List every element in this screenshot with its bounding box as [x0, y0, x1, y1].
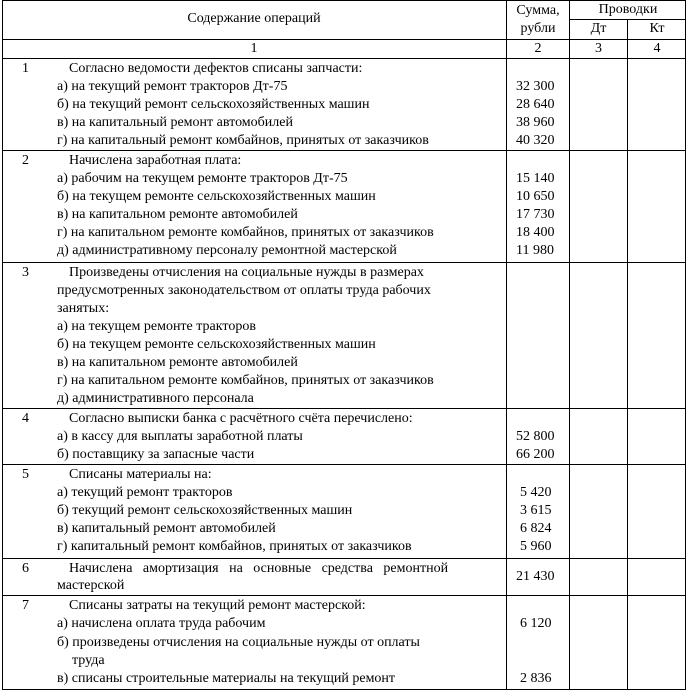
operation-item: в) на капитальный ремонт автомобилей: [57, 115, 293, 130]
row-number: 4: [22, 411, 29, 426]
row-number: 3: [22, 265, 29, 280]
operation-item: б) поставщику за запасные части: [57, 447, 255, 462]
operation-item: д) административному персоналу ремонтной мастерской: [57, 243, 397, 258]
table-border-bottom: [2, 689, 686, 690]
row-4-bottom-line: [2, 464, 686, 465]
row-number: 5: [22, 467, 29, 482]
operation-item: а) рабочим на текущем ремонте тракторов Дт-75: [57, 171, 348, 186]
operation-sum: 40 320: [516, 133, 555, 148]
operation-item: б) текущий ремонт сельскохозяйственных машин: [57, 503, 353, 518]
header-sum-line1: Сумма,: [516, 3, 560, 18]
operation-sum: 10 650: [516, 189, 555, 204]
operation-sum: 2 836: [520, 671, 552, 686]
operation-sum: 32 300: [516, 79, 555, 94]
row-3-bottom-line: [2, 408, 686, 409]
operation-sum: 6 120: [520, 616, 552, 631]
operation-item: б) на текущем ремонте сельскохозяйственных машин: [57, 337, 376, 352]
operation-title: Начислена заработная плата:: [69, 153, 242, 168]
operation-item: в) на капитальном ремонте автомобилей: [57, 207, 298, 222]
operation-sum: 66 200: [516, 447, 555, 462]
table-border-right: [685, 0, 686, 690]
operation-item: в) списаны строительные материалы на текущий ремонт: [57, 671, 396, 686]
operation-title-line2: мастерской: [57, 578, 125, 593]
operation-item: в) на капитальном ремонте автомобилей: [57, 355, 298, 370]
operation-item: г) на капитальном ремонте комбайнов, принятых от заказчиков: [57, 373, 434, 388]
operation-sum: 52 800: [516, 429, 555, 444]
column-number-3: 3: [595, 41, 602, 56]
operation-item: а) на текущий ремонт тракторов Дт-75: [57, 79, 288, 94]
row-number: 7: [22, 598, 29, 613]
numbering-row-line: [2, 58, 686, 59]
column-divider-credit: [627, 19, 628, 690]
operation-sum: 5 420: [520, 485, 552, 500]
operation-title: Согласно ведомости дефектов списаны запчасти:: [69, 61, 363, 76]
operation-item: а) текущий ремонт тракторов: [57, 485, 233, 500]
header-credit: Кт: [649, 21, 665, 36]
operation-title: Произведены отчисления на социальные нужды в размерах: [69, 265, 424, 280]
operation-item: г) на капитальном ремонте комбайнов, принятых от заказчиков: [57, 225, 434, 240]
row-number: 1: [22, 61, 29, 76]
column-divider-debit: [569, 0, 570, 690]
operation-item: а) на текущем ремонте тракторов: [57, 319, 256, 334]
operation-title: Согласно выписки банка с расчётного счёта перечислено:: [69, 411, 413, 426]
header-entries: Проводки: [598, 2, 658, 17]
header-debit: Дт: [590, 21, 607, 36]
row-2-bottom-line: [2, 262, 686, 263]
operation-item: д) административного персонала: [57, 391, 254, 406]
operation-item: б) на текущий ремонт сельскохозяйственных машин: [57, 97, 370, 112]
operation-item: г) на капитальный ремонт комбайнов, принятых от заказчиков: [57, 133, 429, 148]
operation-sum: 3 615: [520, 503, 552, 518]
header-content: Содержание операций: [187, 11, 321, 26]
operation-sum: 28 640: [516, 97, 555, 112]
column-divider-sum: [506, 0, 507, 690]
operation-sum: 6 824: [520, 521, 552, 536]
operation-item: б) на текущем ремонте сельскохозяйственных машин: [57, 189, 376, 204]
operation-sum: 38 960: [516, 115, 555, 130]
row-number: 6: [22, 561, 29, 576]
operation-sum: 17 730: [516, 207, 555, 222]
operation-title: Списаны материалы на:: [69, 467, 212, 482]
operation-item: а) в кассу для выплаты заработной платы: [57, 429, 303, 444]
row-6-bottom-line: [2, 595, 686, 596]
operation-title: Начислена амортизация на основные средства ремонтной: [69, 561, 449, 576]
operation-title: Списаны затраты на текущий ремонт мастерской:: [69, 598, 366, 613]
operation-item: б) произведены отчисления на социальные нужды от оплаты: [57, 635, 420, 650]
operations-table: [2, 0, 686, 690]
operation-item: а) начислена оплата труда рабочим: [57, 616, 266, 631]
operation-item: труда: [72, 653, 105, 668]
table-border-left: [2, 0, 3, 690]
operation-item: в) капитальный ремонт автомобилей: [57, 521, 276, 536]
row-number: 2: [22, 153, 29, 168]
column-number-2: 2: [534, 41, 542, 56]
operation-sum: 21 430: [516, 569, 555, 584]
operation-sum: 15 140: [516, 171, 555, 186]
operation-sum: 11 980: [516, 243, 554, 258]
operation-item: г) капитальный ремонт комбайнов, принятых от заказчиков: [57, 539, 412, 554]
header-sum-line2: рубли: [520, 21, 556, 36]
row-1-bottom-line: [2, 150, 686, 151]
row-5-bottom-line: [2, 558, 686, 559]
operation-sum: 5 960: [520, 539, 552, 554]
column-number-4: 4: [653, 41, 661, 56]
operation-sum: 18 400: [516, 225, 555, 240]
operation-title-line2: предусмотренных законодательством от оплаты труда рабочих: [57, 283, 431, 298]
column-number-1: 1: [250, 41, 258, 56]
operation-title-line3: занятых:: [57, 301, 110, 316]
